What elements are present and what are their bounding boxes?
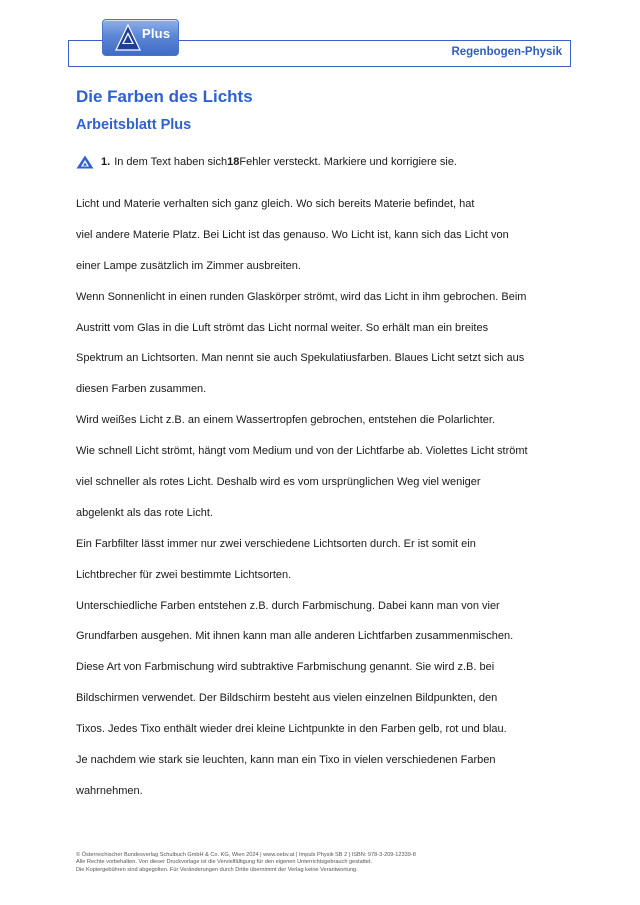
text-line: Diese Art von Farbmischung wird subtraktive Farbmischung genannt. Sie wird z.B. bei — [76, 661, 495, 674]
text-line: Bildschirmen verwendet. Der Bildschirm besteht aus vielen einzelnen Bildpunkten, den — [76, 692, 498, 705]
text-line: abgelenkt als das rote Licht. — [76, 506, 213, 519]
text-line: Je nachdem wie stark sie leuchten, kann man ein Tixo in vielen verschiedenen Farben — [76, 754, 496, 767]
text-line: Lichtbrecher für zwei bestimmte Lichtsorten. — [76, 568, 292, 581]
task-text-after: Fehler versteckt. Markiere und korrigiere sie. — [239, 156, 457, 168]
task-instruction — [76, 152, 457, 172]
text-line: Unterschiedliche Farben entstehen z.B. durch Farbmischung. Dabei kann man von vier — [76, 599, 500, 612]
text-line: Spektrum an Lichtsorten. Man nennt sie auch Spekulatiusfarben. Blaues Licht setzt sich aus — [76, 352, 525, 365]
blue-triangle-icon — [76, 155, 94, 169]
page-subtitle: Arbeitsblatt Plus — [76, 117, 192, 133]
triangle-logo-icon — [115, 24, 141, 52]
footer-line: Alle Rechte vorbehalten. Von dieser Druckvorlage ist die Vervielfältigung für den eigenen Unterrichtsgebrauch gestattet. — [76, 859, 373, 866]
text-line: wahrnehmen. — [76, 784, 143, 797]
text-line: einer Lampe zusätzlich im Zimmer ausbreiten. — [76, 259, 301, 272]
text-line: Tixos. Jedes Tixo enthält wieder drei kleine Lichtpunkte in den Farben gelb, rot und blau. — [76, 723, 507, 736]
task-text-before: In dem Text haben sich — [114, 156, 228, 168]
page-title: Die Farben des Lichts — [76, 87, 253, 106]
worksheet-text — [76, 194, 576, 812]
brand-name: Regenbogen-Physik — [451, 46, 562, 58]
logo-label: Plus — [142, 26, 171, 41]
footer-line: © Österreichischer Bundesverlag Schulbuch GmbH & Co. KG, Wien 2024 | www.oebv.at | Impuls Physik SB 2 | ISBN: 978-3-209-12339-8 — [76, 852, 416, 858]
text-line: viel andere Materie Platz. Bei Licht ist das genauso. Wo Licht ist, kann sich das Licht von — [76, 228, 509, 241]
footer-line: Die Kopiergebühren sind abgegolten. Für Veränderungen durch Dritte übernimmt der Verlag keine Verantwortung. — [76, 866, 358, 873]
plus-logo — [102, 19, 179, 56]
text-line: Ein Farbfilter lässt immer nur zwei verschiedene Lichtsorten durch. Er ist somit ein — [76, 537, 476, 550]
text-line: Wenn Sonnenlicht in einen runden Glaskörper strömt, wird das Licht in ihm gebrochen. Beim — [76, 290, 527, 303]
task-number: 1. — [101, 156, 111, 168]
footer-copyright — [76, 852, 576, 874]
text-line: viel schneller als rotes Licht. Deshalb wird es vom ursprünglichen Weg viel weniger — [76, 476, 481, 489]
text-line: Licht und Materie verhalten sich ganz gleich. Wo sich bereits Materie befindet, hat — [76, 198, 475, 210]
text-line: Grundfarben ausgehen. Mit ihnen kann man alle anderen Lichtfarben zusammenmischen. — [76, 630, 514, 643]
task-error-count: 18 — [227, 156, 240, 168]
text-line: Austritt vom Glas in die Luft strömt das Licht normal weiter. So erhält man ein breites — [76, 321, 489, 334]
text-line: diesen Farben zusammen. — [76, 383, 207, 396]
text-line: Wie schnell Licht strömt, hängt vom Medium und von der Lichtfarbe ab. Violettes Licht strömt — [76, 445, 528, 458]
text-line: Wird weißes Licht z.B. an einem Wassertropfen gebrochen, entstehen die Polarlichter. — [76, 414, 496, 427]
